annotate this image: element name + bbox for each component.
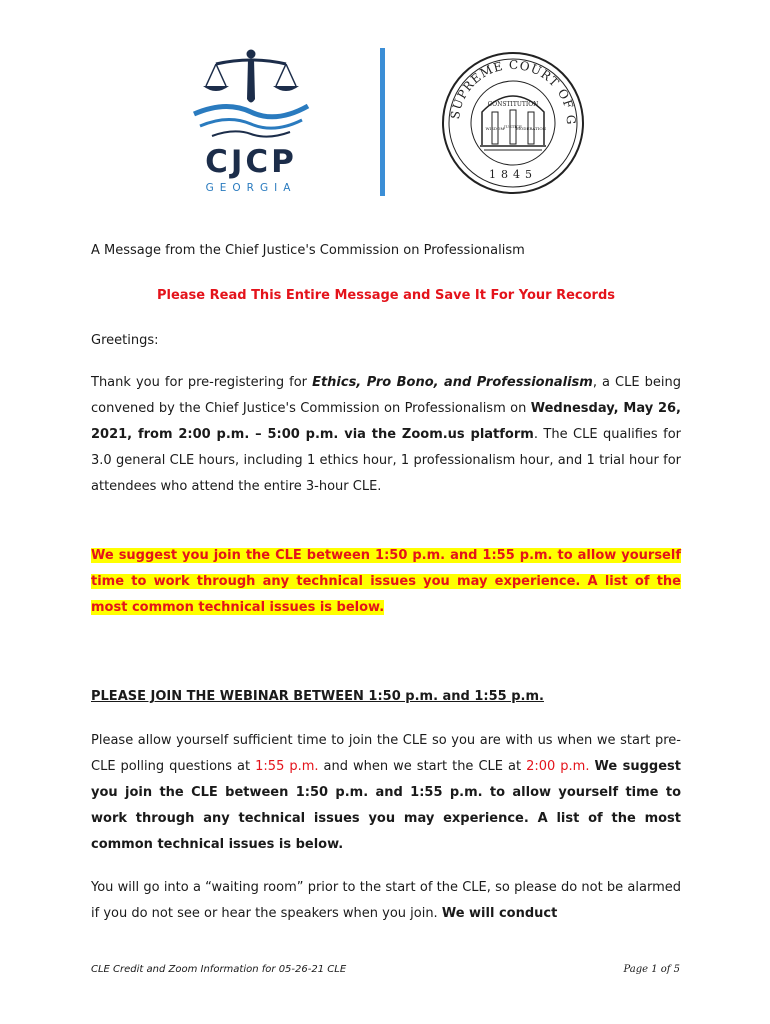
course-title: Ethics, Pro Bono, and Professionalism [312,375,593,390]
svg-text:SUPREME COURT OF GEORGIA: SUPREME COURT OF G [448,57,579,126]
paragraph-join-time [91,728,681,858]
paragraph-waiting-room [91,875,681,927]
polling-time: 1:55 p.m. [255,759,319,774]
seal-icon [440,50,586,196]
p1-text-a: Thank you for pre-registering for [91,375,313,390]
highlighted-suggestion: We suggest you join the CLE between 1:50 p.m. and 1:55 p.m. to allow yourself time to work through any technical issues you may experience. A list of the most common technical issues is below. [91,548,681,615]
highlight-paragraph [91,543,681,621]
org-abbreviation: CJCP [205,144,297,180]
p1-text-c: . The CLE qualifies for 3.0 general CLE hours, including 1 ethics hour, 1 professionalism hour, and 1 trial hour for attendees who attend the entire 3-hour CLE. [91,427,681,494]
svg-text:WISDOM: WISDOM [485,126,505,131]
intro-line: A Message from the Chief Justice's Commission on Professionalism [91,243,525,258]
read-notice: Please Read This Entire Message and Save It For Your Records [156,288,615,303]
p3-text-a: You will go into a “waiting room” prior to the start of the CLE, so please do not be alarmed if you do not see or hear the speakers when you join. [91,880,681,921]
svg-text:JUSTICE: JUSTICE [504,124,522,129]
scales-of-justice-icon [186,44,316,144]
p2-bold-suggestion: We suggest you join the CLE between 1:50 p.m. and 1:55 p.m. to allow yourself time to work through any technical issues you may experience. A list of the most common technical issues is below. [91,759,681,852]
p3-bold-text: We will conduct [441,906,558,921]
p2-text-b: and when we start the CLE at [318,759,527,774]
svg-text:1845: 1845 [489,168,537,181]
supreme-court-seal [440,50,586,196]
greeting: Greetings: [91,333,159,348]
svg-text:CONSTITUTION: CONSTITUTION [487,101,539,108]
section-heading: PLEASE JOIN THE WEBINAR BETWEEN 1:50 p.m. and 1:55 p.m. [91,689,544,704]
start-time: 2:00 p.m. [526,759,590,774]
org-state: GEORGIA [205,182,297,194]
header-divider [380,48,385,196]
svg-text:MODERATION: MODERATION [515,126,547,131]
event-datetime: Wednesday, May 26, 2021, from 2:00 p.m. – 5:00 p.m. via the Zoom.us platform [91,401,681,442]
paragraph-registration [91,370,681,500]
footer-title: CLE Credit and Zoom Information for 05-26-21 CLE [91,964,347,975]
p2-text-a: Please allow yourself sufficient time to join the CLE so you are with us when we start pre-CLE polling questions at [91,733,681,774]
page-number: Page 1 of 5 [623,964,680,975]
cjcp-logo [186,44,316,194]
p1-text-b: , a CLE being convened by the Chief Justice's Commission on Professionalism on [91,375,681,416]
